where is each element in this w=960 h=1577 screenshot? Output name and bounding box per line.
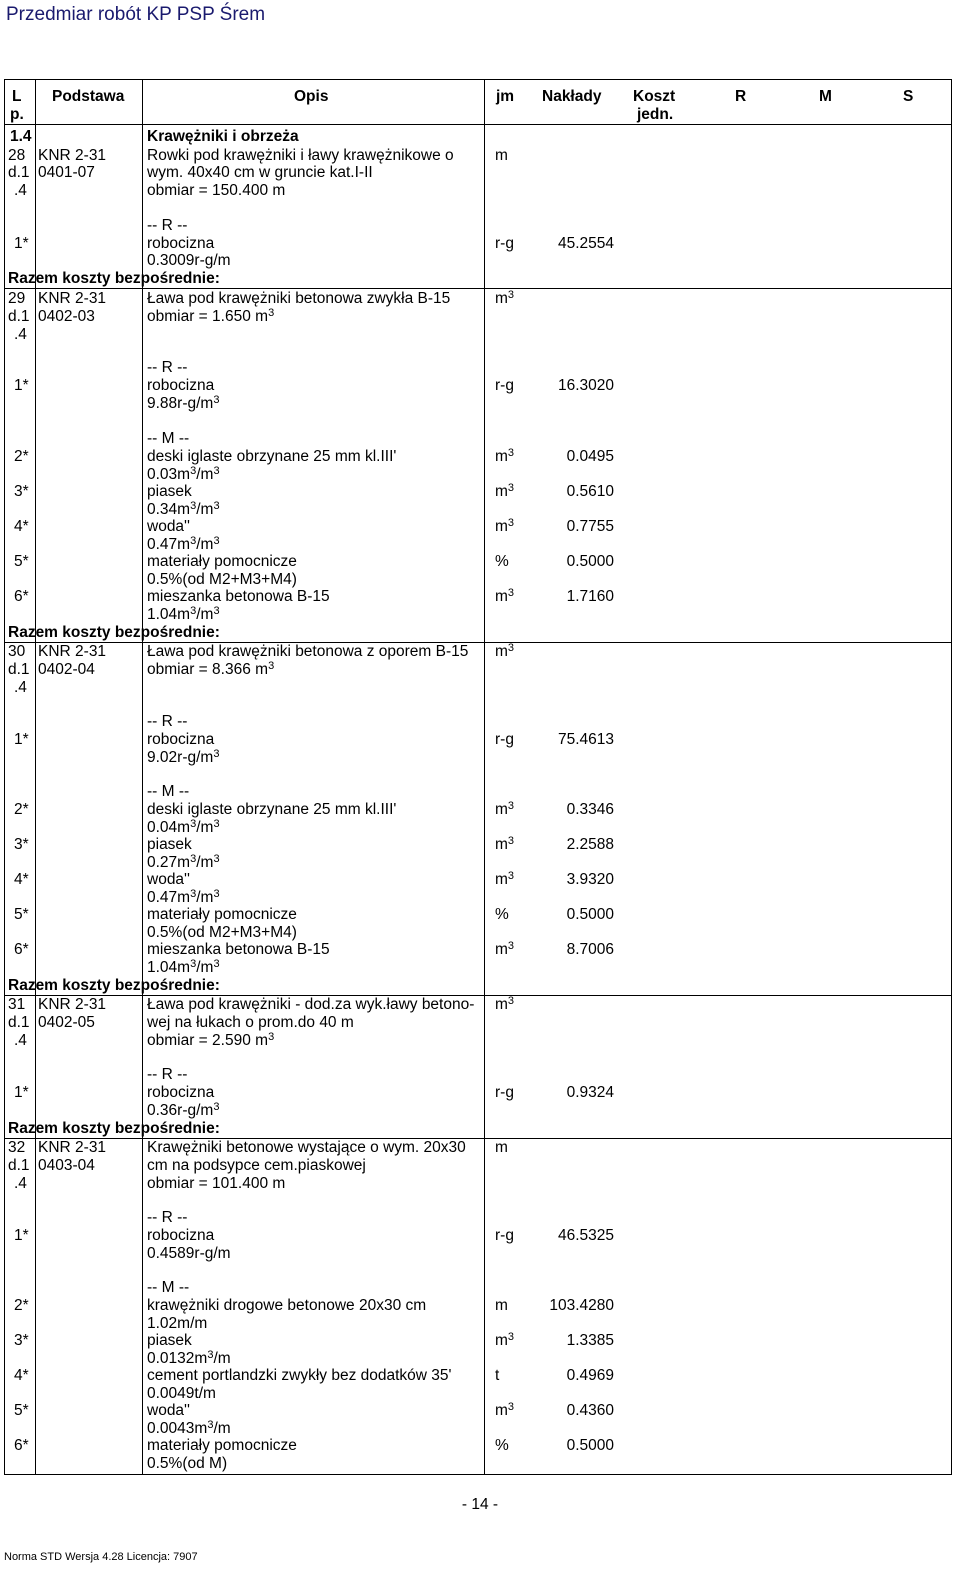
resource-norm: $0.47m^3/m^3$ [147, 535, 220, 553]
resource-name: piasek [147, 483, 192, 500]
item-lp: 32 [8, 1139, 26, 1156]
item-podstawa: KNR 2-31 [38, 290, 107, 307]
item-podstawa: 0402-03 [38, 308, 95, 325]
resource-jm: r-g [495, 377, 514, 394]
resource-name: robocizna [147, 235, 215, 252]
header-jm: jm [496, 88, 515, 105]
resource-number: 5* [14, 553, 29, 570]
item-opis: wej na łukach o prom.do 40 m [147, 1014, 354, 1031]
resource-number: 1* [14, 235, 29, 252]
resource-name: materiały pomocnicze [147, 1437, 297, 1454]
resource-quantity: 2.2588 [566, 836, 614, 853]
resource-jm: $m^3$ [495, 587, 515, 605]
resource-name: robocizna [147, 377, 215, 394]
item-opis: obmiar = 2.590 $m^3$ [147, 1031, 275, 1049]
resource-jm: m [495, 1297, 508, 1314]
resource-jm: r-g [495, 1227, 514, 1244]
item-jm: $m^3$ [495, 995, 515, 1013]
resource-norm: $0.36r-g/m^3$ [147, 1101, 220, 1119]
item-opis: Krawężniki betonowe wystające o wym. 20x30 [147, 1139, 466, 1156]
item-lp: .4 [14, 679, 27, 696]
resource-quantity: 46.5325 [557, 1227, 614, 1244]
resource-quantity: 0.5000 [566, 1437, 614, 1454]
section-number: 1.4 [10, 128, 32, 145]
resource-norm: $0.47m^3/m^3$ [147, 888, 220, 906]
resource-marker: -- R -- [147, 1209, 188, 1226]
resource-name: woda'' [147, 1402, 190, 1419]
resource-quantity: 8.7006 [566, 941, 614, 958]
resource-norm: $9.02r-g/m^3$ [147, 748, 220, 766]
header-koszt: Koszt [633, 88, 676, 105]
resource-jm: $m^3$ [495, 800, 515, 818]
item-jm: m [495, 147, 508, 164]
item-lp: d.1 [8, 308, 30, 325]
item-lp: 29 [8, 290, 26, 307]
header-lp-p: p. [10, 106, 24, 123]
header-s: S [903, 88, 914, 105]
section-title: Krawężniki i obrzeża [147, 128, 299, 145]
resource-name: robocizna [147, 1084, 215, 1101]
license-note: Norma STD Wersja 4.28 Licencja: 7907 [4, 1551, 198, 1563]
resource-jm: $m^3$ [495, 870, 515, 888]
header-naklady: Nakłady [542, 88, 602, 105]
item-podstawa: 0401-07 [38, 164, 95, 181]
resource-name: robocizna [147, 731, 215, 748]
resource-norm: $1.04m^3/m^3$ [147, 605, 220, 623]
resource-norm: 0.5%(od M2+M3+M4) [147, 924, 297, 941]
resource-number: 4* [14, 1367, 29, 1384]
resource-quantity: 75.4613 [557, 731, 614, 748]
item-podstawa: KNR 2-31 [38, 996, 107, 1013]
resource-marker: -- R -- [147, 713, 188, 730]
resource-name: materiały pomocnicze [147, 553, 297, 570]
resource-quantity: 0.5610 [566, 483, 614, 500]
item-lp: 30 [8, 643, 26, 660]
resource-marker: -- R -- [147, 1066, 188, 1083]
resource-number: 3* [14, 483, 29, 500]
resource-number: 1* [14, 1227, 29, 1244]
page-number: - 14 - [461, 1496, 499, 1513]
item-opis: obmiar = 150.400 m [147, 182, 286, 199]
resource-name: deski iglaste obrzynane 25 mm kl.III' [147, 801, 397, 818]
item-jm: $m^3$ [495, 289, 515, 307]
item-jm: $m^3$ [495, 642, 515, 660]
item-lp: d.1 [8, 1157, 30, 1174]
resource-quantity: 0.3346 [566, 801, 614, 818]
header-divider [4, 124, 952, 125]
resource-quantity: 103.4280 [549, 1297, 614, 1314]
item-opis: obmiar = 101.400 m [147, 1175, 286, 1192]
resource-marker: -- R -- [147, 217, 188, 234]
header-jedn: jedn. [637, 106, 674, 123]
item-opis: Rowki pod krawężniki i ławy krawężnikowe o [147, 147, 454, 164]
resource-name: mieszanka betonowa B-15 [147, 588, 330, 605]
item-lp: .4 [14, 1032, 27, 1049]
resource-norm: $0.0132m^3/m$ [147, 1349, 231, 1367]
resource-name: deski iglaste obrzynane 25 mm kl.III' [147, 448, 397, 465]
item-lp: d.1 [8, 1014, 30, 1031]
header-opis: Opis [294, 88, 329, 105]
resource-jm: $m^3$ [495, 940, 515, 958]
item-podstawa: KNR 2-31 [38, 1139, 107, 1156]
item-lp: .4 [14, 182, 27, 199]
item-podstawa: 0403-04 [38, 1157, 95, 1174]
resource-jm: $m^3$ [495, 1331, 515, 1349]
resource-quantity: 0.5000 [566, 906, 614, 923]
item-opis: Ława pod krawężniki - dod.za wyk.ławy betono- [147, 996, 475, 1013]
resource-name: materiały pomocnicze [147, 906, 297, 923]
resource-norm: $1.04m^3/m^3$ [147, 958, 220, 976]
item-podstawa: KNR 2-31 [38, 643, 107, 660]
resource-jm: $m^3$ [495, 1401, 515, 1419]
resource-number: 3* [14, 1332, 29, 1349]
resource-jm: $m^3$ [495, 835, 515, 853]
resource-norm: 0.5%(od M) [147, 1455, 228, 1472]
resource-jm: % [495, 1437, 509, 1454]
resource-number: 3* [14, 836, 29, 853]
resource-quantity: 45.2554 [557, 235, 614, 252]
item-jm: m [495, 1139, 508, 1156]
resource-name: woda'' [147, 871, 190, 888]
item-podstawa: 0402-04 [38, 661, 95, 678]
resource-quantity: 1.7160 [566, 588, 614, 605]
resource-marker: -- M -- [147, 1279, 190, 1296]
item-opis: cm na podsypce cem.piaskowej [147, 1157, 366, 1174]
resource-marker: -- M -- [147, 783, 190, 800]
item-lp: .4 [14, 1175, 27, 1192]
resource-norm: 0.3009r-g/m [147, 252, 231, 269]
resource-norm: $9.88r-g/m^3$ [147, 394, 220, 412]
resource-quantity: 0.5000 [566, 553, 614, 570]
row-divider [4, 288, 952, 289]
item-lp: d.1 [8, 661, 30, 678]
header-m: M [819, 88, 832, 105]
resource-quantity: 16.3020 [557, 377, 614, 394]
resource-jm: $m^3$ [495, 517, 515, 535]
resource-jm: % [495, 906, 509, 923]
item-opis: Ława pod krawężniki betonowa z oporem B-15 [147, 643, 469, 660]
item-opis: Ława pod krawężniki betonowa zwykła B-15 [147, 290, 451, 307]
resource-norm: $0.04m^3/m^3$ [147, 818, 220, 836]
resource-number: 5* [14, 1402, 29, 1419]
resource-quantity: 0.4360 [566, 1402, 614, 1419]
resource-name: cement portlandzki zwykły bez dodatków 35' [147, 1367, 452, 1384]
resource-number: 2* [14, 1297, 29, 1314]
item-podstawa: 0402-05 [38, 1014, 95, 1031]
item-opis: obmiar = 8.366 $m^3$ [147, 660, 275, 678]
resource-quantity: 0.4969 [566, 1367, 614, 1384]
resource-name: krawężniki drogowe betonowe 20x30 cm [147, 1297, 427, 1314]
resource-number: 5* [14, 906, 29, 923]
item-opis: obmiar = 1.650 $m^3$ [147, 307, 275, 325]
resource-number: 2* [14, 801, 29, 818]
resource-name: piasek [147, 1332, 192, 1349]
resource-name: piasek [147, 836, 192, 853]
header-r: R [735, 88, 747, 105]
item-opis: wym. 40x40 cm w gruncie kat.I-II [147, 164, 373, 181]
resource-norm: 1.02m/m [147, 1315, 208, 1332]
resource-norm: $0.03m^3/m^3$ [147, 465, 220, 483]
resource-number: 1* [14, 377, 29, 394]
resource-norm: 0.4589r-g/m [147, 1245, 231, 1262]
resource-jm: t [495, 1367, 500, 1384]
resource-jm: % [495, 553, 509, 570]
resource-norm: 0.5%(od M2+M3+M4) [147, 571, 297, 588]
resource-quantity: 1.3385 [566, 1332, 614, 1349]
resource-quantity: 3.9320 [566, 871, 614, 888]
resource-number: 4* [14, 518, 29, 535]
resource-name: robocizna [147, 1227, 215, 1244]
resource-number: 4* [14, 871, 29, 888]
header-lp: L [12, 88, 22, 105]
resource-jm: r-g [495, 235, 514, 252]
resource-number: 2* [14, 448, 29, 465]
item-lp: 31 [8, 996, 26, 1013]
resource-jm: $m^3$ [495, 482, 515, 500]
resource-marker: -- M -- [147, 430, 190, 447]
resource-norm: $0.27m^3/m^3$ [147, 853, 220, 871]
resource-jm: r-g [495, 731, 514, 748]
resource-jm: r-g [495, 1084, 514, 1101]
resource-name: woda'' [147, 518, 190, 535]
resource-number: 1* [14, 731, 29, 748]
resource-norm: $0.0043m^3/m$ [147, 1419, 231, 1437]
header-podstawa: Podstawa [52, 88, 125, 105]
resource-number: 6* [14, 941, 29, 958]
resource-jm: $m^3$ [495, 447, 515, 465]
razem-label: Razem koszty bezpośrednie: [8, 270, 220, 287]
item-lp: 28 [8, 147, 26, 164]
resource-norm: 0.0049t/m [147, 1385, 216, 1402]
razem-label: Razem koszty bezpośrednie: [8, 624, 220, 641]
razem-label: Razem koszty bezpośrednie: [8, 977, 220, 994]
resource-name: mieszanka betonowa B-15 [147, 941, 330, 958]
resource-quantity: 0.0495 [566, 448, 614, 465]
resource-norm: $0.34m^3/m^3$ [147, 500, 220, 518]
resource-quantity: 0.7755 [566, 518, 614, 535]
resource-number: 6* [14, 588, 29, 605]
resource-quantity: 0.9324 [566, 1084, 614, 1101]
item-lp: .4 [14, 326, 27, 343]
document-title: Przedmiar robót KP PSP Śrem [6, 4, 266, 25]
razem-label: Razem koszty bezpośrednie: [8, 1120, 220, 1137]
item-lp: d.1 [8, 164, 30, 181]
item-podstawa: KNR 2-31 [38, 147, 107, 164]
resource-number: 1* [14, 1084, 29, 1101]
resource-marker: -- R -- [147, 359, 188, 376]
resource-number: 6* [14, 1437, 29, 1454]
